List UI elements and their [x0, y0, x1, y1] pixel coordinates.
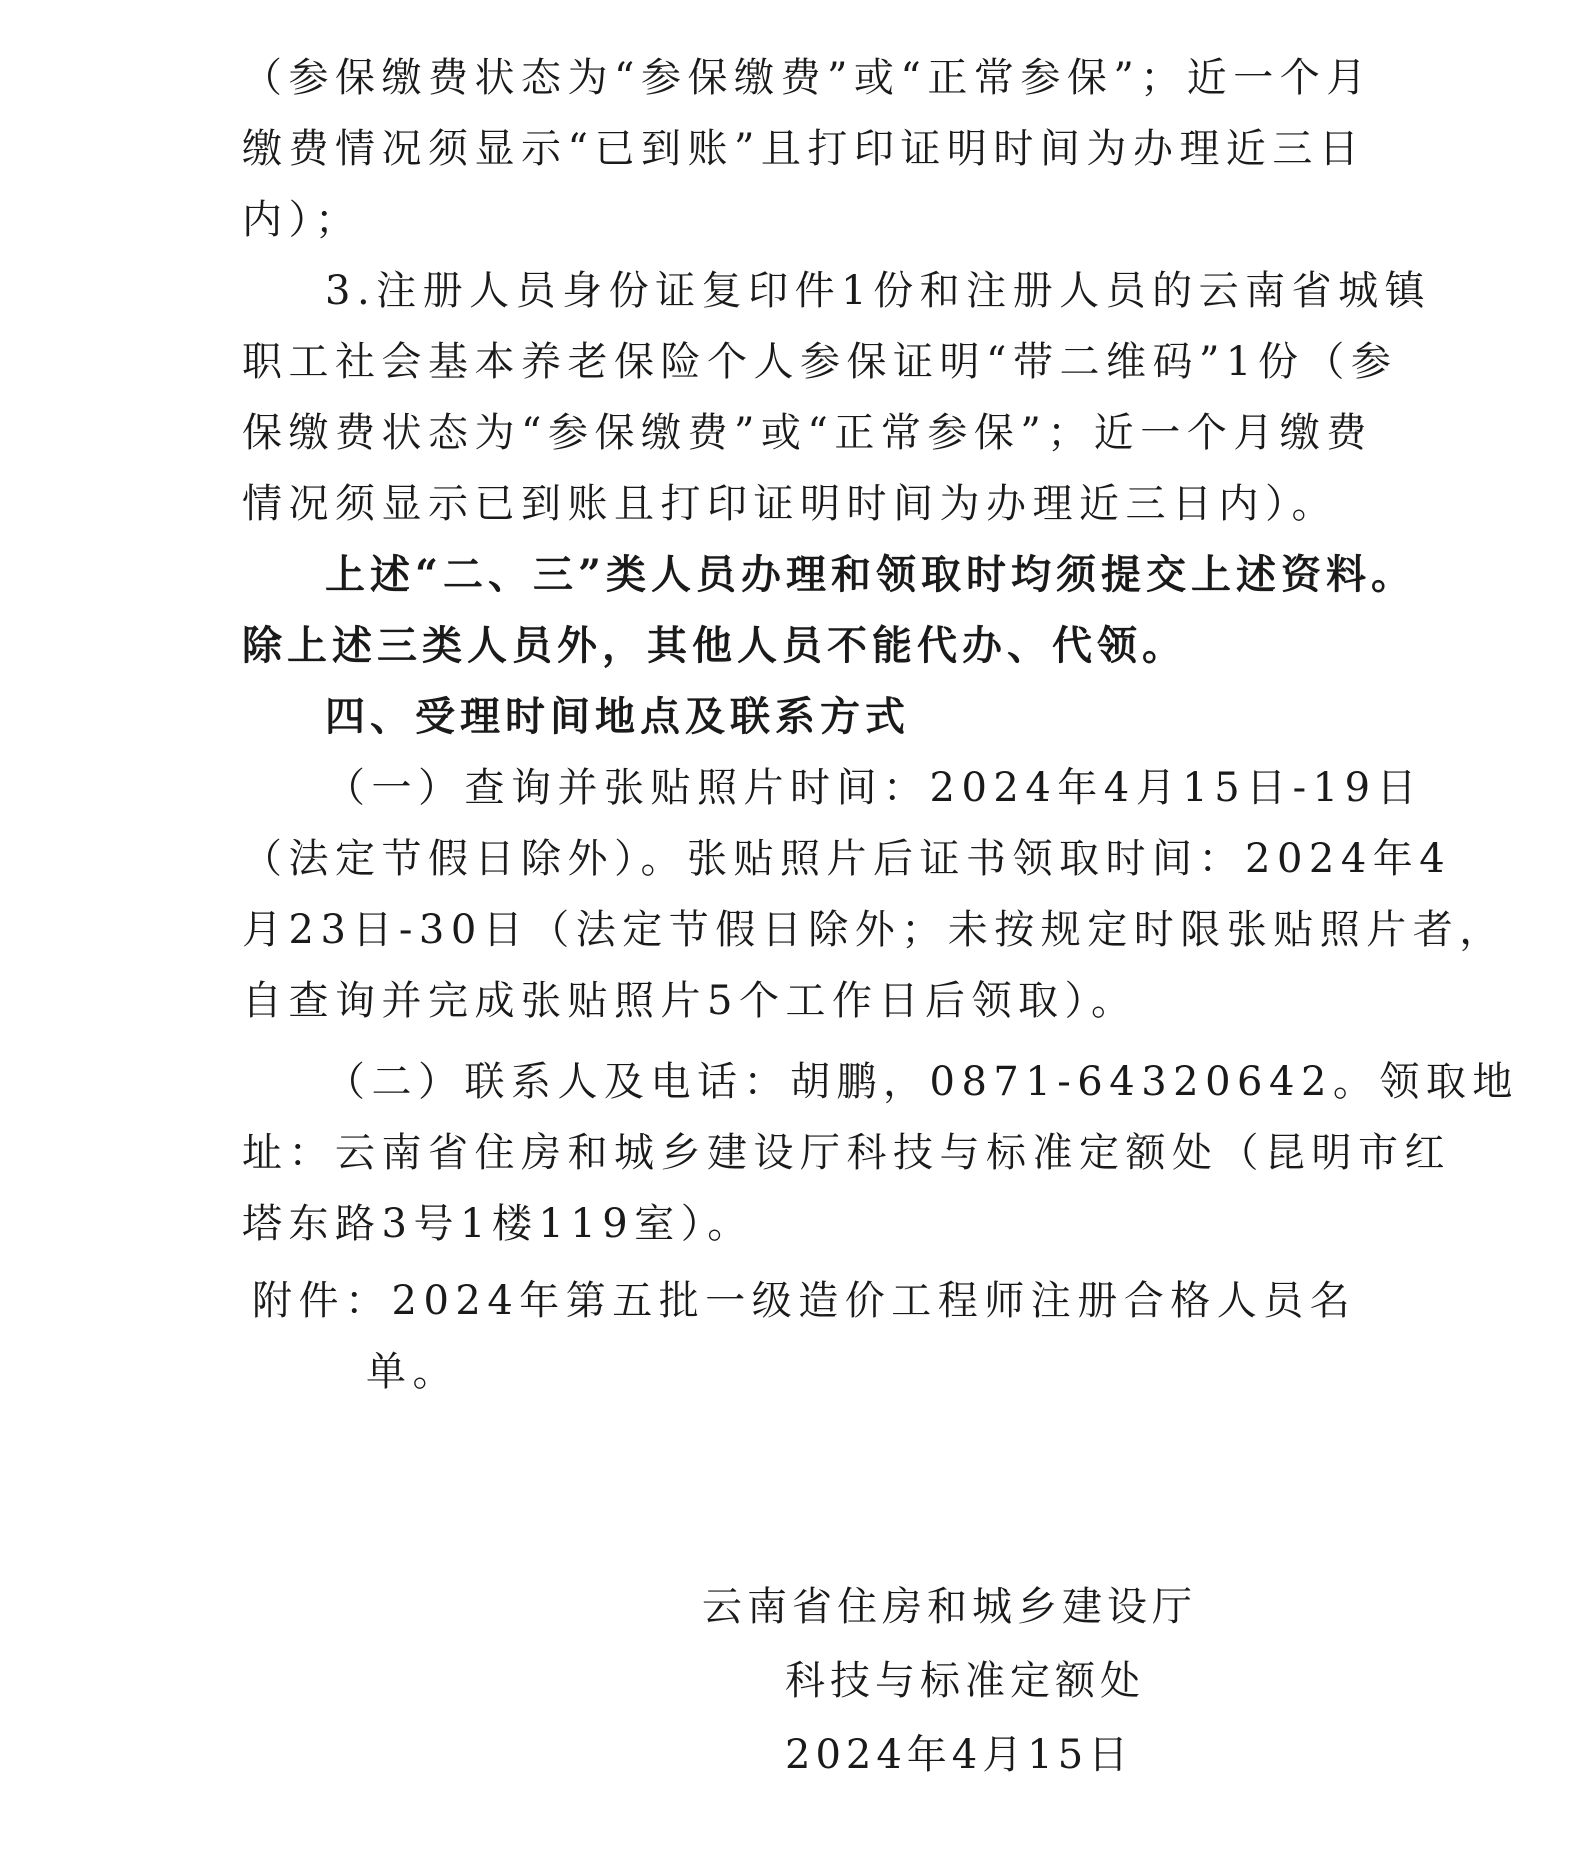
paragraph-line: 址：云南省住房和城乡建设厅科技与标准定额处（昆明市红: [242, 1130, 1451, 1176]
paragraph-line: （法定节假日除外）。张贴照片后证书领取时间：2024年4: [242, 836, 1452, 882]
paragraph-line: （参保缴费状态为“参保缴费”或“正常参保”；近一个月: [242, 55, 1373, 101]
paragraph-line: 缴费情况须显示“已到账”且打印证明时间为办理近三日: [242, 126, 1366, 172]
paragraph-line: （二）联系人及电话：胡鹏，0871-64320642。领取地: [325, 1059, 1519, 1105]
section-heading: 四、受理时间地点及联系方式: [325, 693, 910, 740]
attachment-line: 附件：2024年第五批一级造价工程师注册合格人员名: [252, 1278, 1357, 1324]
signature-date: 2024年4月15日: [785, 1732, 1134, 1778]
paragraph-line-bold: 除上述三类人员外，其他人员不能代办、代领。: [242, 622, 1187, 669]
paragraph-line: 情况须显示已到账且打印证明时间为办理近三日内）。: [242, 481, 1338, 527]
signature-org: 云南省住房和城乡建设厅: [702, 1584, 1197, 1630]
paragraph-line: （一）查询并张贴照片时间：2024年4月15日-19日: [325, 765, 1424, 811]
paragraph-line: 职工社会基本养老保险个人参保证明“带二维码”1份（参: [242, 339, 1398, 385]
attachment-line: 单。: [366, 1349, 459, 1395]
paragraph-line: 月23日-30日（法定节假日除外；未按规定时限张贴照片者，: [242, 907, 1506, 953]
signature-dept: 科技与标准定额处: [785, 1658, 1145, 1704]
paragraph-line: 内）；: [242, 197, 362, 243]
paragraph-line: 塔东路3号1楼119室）。: [242, 1201, 754, 1247]
paragraph-line-bold: 上述“二、三”类人员办理和领取时均须提交上述资料。: [325, 551, 1417, 598]
paragraph-line: 3.注册人员身份证复印件1份和注册人员的云南省城镇: [325, 268, 1432, 314]
paragraph-line: 自查询并完成张贴照片5个工作日后领取）。: [242, 978, 1138, 1024]
paragraph-line: 保缴费状态为“参保缴费”或“正常参保”；近一个月缴费: [242, 410, 1373, 456]
